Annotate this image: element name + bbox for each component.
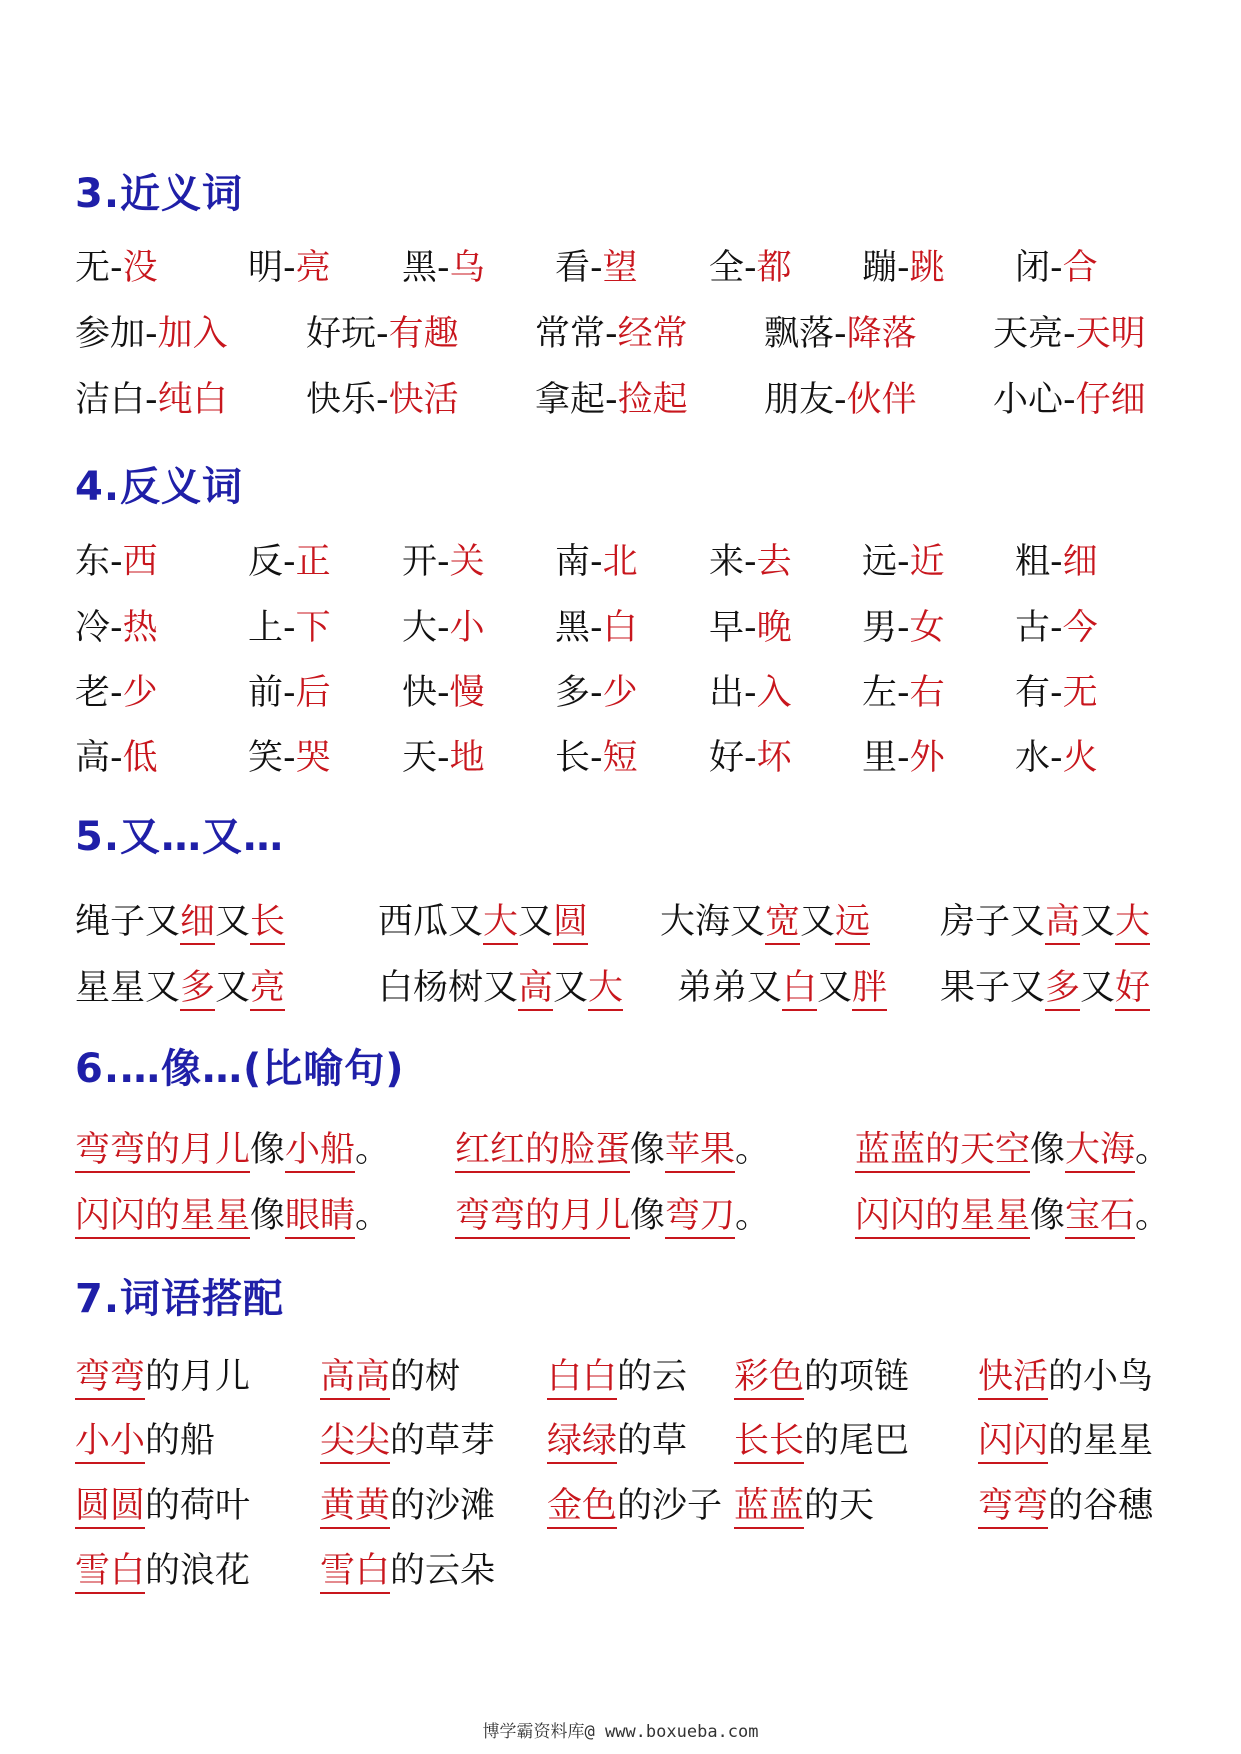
collocation-noun: 的沙滩 xyxy=(390,1486,496,1526)
antonym-word: 老- xyxy=(75,673,123,713)
antonym-pair xyxy=(1015,605,1098,651)
antonym-pair xyxy=(1015,670,1098,716)
antonym-pair xyxy=(862,539,945,585)
synonym-pair xyxy=(248,245,331,291)
you-you-phrase xyxy=(378,965,623,1011)
collocation-row xyxy=(0,1483,1241,1533)
antonym-answer: 无 xyxy=(1062,673,1098,713)
simile-row xyxy=(0,1127,1241,1177)
synonym-answer: 有趣 xyxy=(388,314,459,354)
synonym-word: 看- xyxy=(555,248,603,288)
footer-watermark: 博学霸资料库@ www.boxueba.com xyxy=(482,1722,759,1742)
synonym-answer: 伙伴 xyxy=(846,380,917,420)
phrase-adjective: 胖 xyxy=(852,968,887,1011)
synonym-pair xyxy=(306,311,459,357)
synonym-word: 蹦- xyxy=(862,248,910,288)
collocation-phrase xyxy=(75,1418,215,1464)
antonym-pair xyxy=(1015,735,1098,781)
antonym-row xyxy=(0,605,1241,655)
collocation-phrase xyxy=(320,1483,495,1529)
collocations-heading: 7.词语搭配 xyxy=(75,1276,285,1322)
phrase-subject: 果子又 xyxy=(940,968,1046,1008)
simile-sentence xyxy=(455,1127,770,1173)
synonym-pair xyxy=(1015,245,1098,291)
collocation-phrase xyxy=(547,1483,722,1529)
antonym-word: 左- xyxy=(862,673,910,713)
collocation-modifier: 尖尖 xyxy=(320,1421,390,1464)
antonym-answer: 坏 xyxy=(756,738,792,778)
antonym-word: 南- xyxy=(555,542,603,582)
collocation-modifier: 圆圆 xyxy=(75,1486,145,1529)
synonym-pair xyxy=(709,245,792,291)
antonym-answer: 去 xyxy=(756,542,792,582)
simile-sentence xyxy=(855,1193,1170,1239)
antonym-row xyxy=(0,670,1241,720)
collocation-noun: 的项链 xyxy=(804,1357,910,1397)
antonym-word: 东- xyxy=(75,542,123,582)
antonym-pair xyxy=(248,605,331,651)
phrase-adjective: 好 xyxy=(1115,968,1150,1011)
simile-marker: 像 xyxy=(250,1130,286,1170)
antonym-word: 粗- xyxy=(1015,542,1063,582)
you-you-row xyxy=(0,899,1241,949)
phrase-connector: 又 xyxy=(553,968,589,1008)
antonym-pair xyxy=(75,670,158,716)
antonyms-heading: 4.反义词 xyxy=(75,464,244,510)
synonym-answer: 加入 xyxy=(157,314,228,354)
synonym-answer: 没 xyxy=(122,248,158,288)
collocation-phrase xyxy=(320,1354,460,1400)
synonym-row xyxy=(0,311,1241,361)
synonym-word: 飘落- xyxy=(764,314,847,354)
simile-object: 宝石 xyxy=(1065,1196,1135,1239)
collocation-phrase xyxy=(75,1354,250,1400)
antonym-answer: 右 xyxy=(909,673,945,713)
simile-marker: 像 xyxy=(250,1196,286,1236)
collocation-noun: 的草 xyxy=(617,1421,688,1461)
antonym-word: 前- xyxy=(248,673,296,713)
simile-object: 大海 xyxy=(1065,1130,1135,1173)
phrase-adjective: 大 xyxy=(588,968,623,1011)
synonym-word: 快乐- xyxy=(306,380,389,420)
similes-heading: 6.…像…(比喻句) xyxy=(75,1046,405,1092)
antonym-answer: 外 xyxy=(909,738,945,778)
phrase-subject: 弟弟又 xyxy=(677,968,783,1008)
antonym-answer: 今 xyxy=(1062,608,1098,648)
synonym-answer: 仔细 xyxy=(1075,380,1146,420)
antonym-word: 笑- xyxy=(248,738,296,778)
collocation-phrase xyxy=(320,1548,495,1594)
phrase-subject: 大海又 xyxy=(660,902,766,942)
phrase-connector: 又 xyxy=(817,968,853,1008)
collocation-phrase xyxy=(547,1354,687,1400)
phrase-adjective: 多 xyxy=(1045,968,1080,1011)
synonym-pair xyxy=(764,311,917,357)
antonym-pair xyxy=(248,670,331,716)
antonym-pair xyxy=(75,605,158,651)
collocation-noun: 的天 xyxy=(804,1486,875,1526)
you-you-phrase xyxy=(677,965,887,1011)
antonym-word: 出- xyxy=(709,673,757,713)
phrase-connector: 又 xyxy=(215,902,251,942)
collocation-phrase xyxy=(734,1354,909,1400)
antonym-pair xyxy=(402,670,485,716)
synonym-answer: 快活 xyxy=(388,380,459,420)
simile-marker: 像 xyxy=(1030,1130,1066,1170)
synonym-word: 全- xyxy=(709,248,757,288)
antonym-answer: 少 xyxy=(602,673,638,713)
synonym-pair xyxy=(75,311,228,357)
collocation-phrase xyxy=(734,1418,909,1464)
antonym-pair xyxy=(248,735,331,781)
synonym-answer: 合 xyxy=(1062,248,1098,288)
simile-object: 弯刀 xyxy=(665,1196,735,1239)
antonym-word: 里- xyxy=(862,738,910,778)
synonym-word: 朋友- xyxy=(764,380,847,420)
phrase-adjective: 白 xyxy=(782,968,817,1011)
collocation-modifier: 高高 xyxy=(320,1357,390,1400)
antonym-pair xyxy=(75,539,158,585)
collocation-phrase xyxy=(320,1418,495,1464)
synonym-pair xyxy=(306,377,459,423)
collocation-row xyxy=(0,1548,1241,1598)
simile-subject: 闪闪的星星 xyxy=(855,1196,1030,1239)
collocation-noun: 的船 xyxy=(145,1421,216,1461)
collocation-noun: 的月儿 xyxy=(145,1357,251,1397)
synonym-answer: 跳 xyxy=(909,248,945,288)
phrase-subject: 星星又 xyxy=(75,968,181,1008)
simile-subject: 蓝蓝的天空 xyxy=(855,1130,1030,1173)
you-you-phrase xyxy=(660,899,870,945)
you-you-phrase xyxy=(378,899,588,945)
you-you-heading: 5.又…又… xyxy=(75,814,285,860)
synonym-answer: 天明 xyxy=(1075,314,1146,354)
phrase-subject: 房子又 xyxy=(940,902,1046,942)
simile-marker: 像 xyxy=(630,1130,666,1170)
collocation-phrase xyxy=(547,1418,687,1464)
collocation-modifier: 彩色 xyxy=(734,1357,804,1400)
antonym-row xyxy=(0,735,1241,785)
synonym-pair xyxy=(75,245,158,291)
phrase-adjective: 大 xyxy=(483,902,518,945)
antonym-answer: 白 xyxy=(602,608,638,648)
antonym-word: 开- xyxy=(402,542,450,582)
simile-sentence xyxy=(75,1127,390,1173)
antonym-pair xyxy=(555,670,638,716)
antonym-pair xyxy=(555,735,638,781)
you-you-phrase xyxy=(75,899,285,945)
simile-sentence xyxy=(75,1193,390,1239)
collocation-phrase xyxy=(734,1483,874,1529)
antonym-word: 来- xyxy=(709,542,757,582)
simile-subject: 红红的脸蛋 xyxy=(455,1130,630,1173)
phrase-adjective: 长 xyxy=(250,902,285,945)
antonym-answer: 正 xyxy=(295,542,331,582)
synonym-answer: 乌 xyxy=(449,248,485,288)
you-you-phrase xyxy=(75,965,285,1011)
antonym-pair xyxy=(709,735,792,781)
synonym-word: 洁白- xyxy=(75,380,158,420)
synonym-pair xyxy=(862,245,945,291)
synonym-word: 明- xyxy=(248,248,296,288)
synonym-answer: 降落 xyxy=(846,314,917,354)
collocation-noun: 的云朵 xyxy=(390,1551,496,1591)
synonym-answer: 经常 xyxy=(617,314,688,354)
simile-sentence xyxy=(455,1193,770,1239)
simile-object: 小船 xyxy=(285,1130,355,1173)
antonym-answer: 低 xyxy=(122,738,158,778)
antonym-pair xyxy=(402,539,485,585)
antonym-word: 有- xyxy=(1015,673,1063,713)
phrase-subject: 西瓜又 xyxy=(378,902,484,942)
collocation-noun: 的小鸟 xyxy=(1048,1357,1154,1397)
simile-period: 。 xyxy=(1135,1196,1171,1236)
collocation-noun: 的沙子 xyxy=(617,1486,723,1526)
antonym-pair xyxy=(75,735,158,781)
you-you-phrase xyxy=(940,965,1150,1011)
antonym-answer: 地 xyxy=(449,738,485,778)
simile-period: 。 xyxy=(735,1130,771,1170)
antonym-pair xyxy=(248,539,331,585)
phrase-subject: 白杨树又 xyxy=(378,968,519,1008)
collocation-modifier: 黄黄 xyxy=(320,1486,390,1529)
collocation-phrase xyxy=(978,1418,1153,1464)
synonym-answer: 都 xyxy=(756,248,792,288)
antonym-answer: 女 xyxy=(909,608,945,648)
collocation-modifier: 绿绿 xyxy=(547,1421,617,1464)
synonym-answer: 望 xyxy=(602,248,638,288)
antonym-word: 远- xyxy=(862,542,910,582)
antonym-answer: 入 xyxy=(756,673,792,713)
phrase-adjective: 远 xyxy=(835,902,870,945)
phrase-connector: 又 xyxy=(518,902,554,942)
simile-object: 眼睛 xyxy=(285,1196,355,1239)
synonym-pair xyxy=(402,245,485,291)
antonym-word: 上- xyxy=(248,608,296,648)
phrase-adjective: 多 xyxy=(180,968,215,1011)
collocation-phrase xyxy=(75,1548,250,1594)
antonym-answer: 近 xyxy=(909,542,945,582)
simile-marker: 像 xyxy=(1030,1196,1066,1236)
antonym-word: 黑- xyxy=(555,608,603,648)
synonym-pair xyxy=(764,377,917,423)
antonym-answer: 细 xyxy=(1062,542,1098,582)
antonym-word: 天- xyxy=(402,738,450,778)
phrase-adjective: 大 xyxy=(1115,902,1150,945)
antonym-pair xyxy=(402,605,485,651)
synonym-pair xyxy=(535,311,688,357)
synonym-word: 好玩- xyxy=(306,314,389,354)
synonym-row xyxy=(0,377,1241,427)
synonym-pair xyxy=(993,377,1146,423)
collocation-noun: 的星星 xyxy=(1048,1421,1154,1461)
synonym-word: 参加- xyxy=(75,314,158,354)
simile-object: 苹果 xyxy=(665,1130,735,1173)
synonym-answer: 捡起 xyxy=(617,380,688,420)
antonym-pair xyxy=(709,605,792,651)
antonym-word: 高- xyxy=(75,738,123,778)
collocation-modifier: 小小 xyxy=(75,1421,145,1464)
antonym-word: 大- xyxy=(402,608,450,648)
antonym-word: 冷- xyxy=(75,608,123,648)
phrase-adjective: 高 xyxy=(518,968,553,1011)
phrase-adjective: 圆 xyxy=(553,902,588,945)
synonym-word: 拿起- xyxy=(535,380,618,420)
synonym-pair xyxy=(535,377,688,423)
antonym-answer: 晚 xyxy=(756,608,792,648)
simile-period: 。 xyxy=(1135,1130,1171,1170)
antonym-answer: 关 xyxy=(449,542,485,582)
synonym-word: 天亮- xyxy=(993,314,1076,354)
synonym-word: 小心- xyxy=(993,380,1076,420)
phrase-adjective: 宽 xyxy=(765,902,800,945)
synonym-pair xyxy=(555,245,638,291)
simile-subject: 闪闪的星星 xyxy=(75,1196,250,1239)
phrase-adjective: 亮 xyxy=(250,968,285,1011)
simile-subject: 弯弯的月儿 xyxy=(455,1196,630,1239)
phrase-adjective: 高 xyxy=(1045,902,1080,945)
antonym-word: 水- xyxy=(1015,738,1063,778)
antonym-answer: 火 xyxy=(1062,738,1098,778)
antonym-answer: 慢 xyxy=(449,673,485,713)
antonym-pair xyxy=(555,539,638,585)
simile-period: 。 xyxy=(735,1196,771,1236)
antonym-word: 早- xyxy=(709,608,757,648)
antonym-row xyxy=(0,539,1241,589)
antonym-answer: 后 xyxy=(295,673,331,713)
phrase-connector: 又 xyxy=(215,968,251,1008)
antonym-pair xyxy=(1015,539,1098,585)
antonym-word: 好- xyxy=(709,738,757,778)
collocation-modifier: 白白 xyxy=(547,1357,617,1400)
simile-subject: 弯弯的月儿 xyxy=(75,1130,250,1173)
collocation-noun: 的尾巴 xyxy=(804,1421,910,1461)
synonym-answer: 亮 xyxy=(295,248,331,288)
simile-period: 。 xyxy=(355,1196,391,1236)
antonym-answer: 下 xyxy=(295,608,331,648)
collocation-phrase xyxy=(978,1483,1153,1529)
synonym-word: 闭- xyxy=(1015,248,1063,288)
synonym-pair xyxy=(75,377,228,423)
collocation-noun: 的草芽 xyxy=(390,1421,496,1461)
synonym-pair xyxy=(993,311,1146,357)
synonyms-heading: 3.近义词 xyxy=(75,171,244,217)
collocation-modifier: 雪白 xyxy=(320,1551,390,1594)
collocation-noun: 的云 xyxy=(617,1357,688,1397)
collocation-phrase xyxy=(75,1483,250,1529)
antonym-answer: 少 xyxy=(122,673,158,713)
antonym-pair xyxy=(555,605,638,651)
antonym-answer: 短 xyxy=(602,738,638,778)
collocation-row xyxy=(0,1418,1241,1468)
phrase-subject: 绳子又 xyxy=(75,902,181,942)
antonym-word: 反- xyxy=(248,542,296,582)
synonym-word: 黑- xyxy=(402,248,450,288)
collocation-noun: 的树 xyxy=(390,1357,461,1397)
antonym-word: 长- xyxy=(555,738,603,778)
antonym-pair xyxy=(709,670,792,716)
antonym-pair xyxy=(862,735,945,781)
collocation-modifier: 闪闪 xyxy=(978,1421,1048,1464)
antonym-answer: 哭 xyxy=(295,738,331,778)
antonym-pair xyxy=(862,670,945,716)
collocation-phrase xyxy=(978,1354,1153,1400)
phrase-connector: 又 xyxy=(1080,902,1116,942)
synonym-word: 无- xyxy=(75,248,123,288)
collocation-noun: 的荷叶 xyxy=(145,1486,251,1526)
synonym-row xyxy=(0,245,1241,295)
antonym-word: 快- xyxy=(402,673,450,713)
collocation-modifier: 弯弯 xyxy=(978,1486,1048,1529)
collocation-row xyxy=(0,1354,1241,1404)
simile-period: 。 xyxy=(355,1130,391,1170)
antonym-word: 多- xyxy=(555,673,603,713)
collocation-modifier: 蓝蓝 xyxy=(734,1486,804,1529)
phrase-connector: 又 xyxy=(800,902,836,942)
antonym-pair xyxy=(402,735,485,781)
antonym-pair xyxy=(862,605,945,651)
collocation-modifier: 长长 xyxy=(734,1421,804,1464)
simile-row xyxy=(0,1193,1241,1243)
antonym-answer: 热 xyxy=(122,608,158,648)
collocation-modifier: 快活 xyxy=(978,1357,1048,1400)
antonym-word: 男- xyxy=(862,608,910,648)
you-you-row xyxy=(0,965,1241,1015)
collocation-modifier: 雪白 xyxy=(75,1551,145,1594)
antonym-answer: 西 xyxy=(122,542,158,582)
phrase-adjective: 细 xyxy=(180,902,215,945)
antonym-pair xyxy=(709,539,792,585)
collocation-noun: 的浪花 xyxy=(145,1551,251,1591)
you-you-phrase xyxy=(940,899,1150,945)
antonym-word: 古- xyxy=(1015,608,1063,648)
collocation-modifier: 弯弯 xyxy=(75,1357,145,1400)
synonym-answer: 纯白 xyxy=(157,380,228,420)
simile-sentence xyxy=(855,1127,1170,1173)
collocation-modifier: 金色 xyxy=(547,1486,617,1529)
synonym-word: 常常- xyxy=(535,314,618,354)
antonym-answer: 北 xyxy=(602,542,638,582)
phrase-connector: 又 xyxy=(1080,968,1116,1008)
simile-marker: 像 xyxy=(630,1196,666,1236)
antonym-answer: 小 xyxy=(449,608,485,648)
collocation-noun: 的谷穗 xyxy=(1048,1486,1154,1526)
